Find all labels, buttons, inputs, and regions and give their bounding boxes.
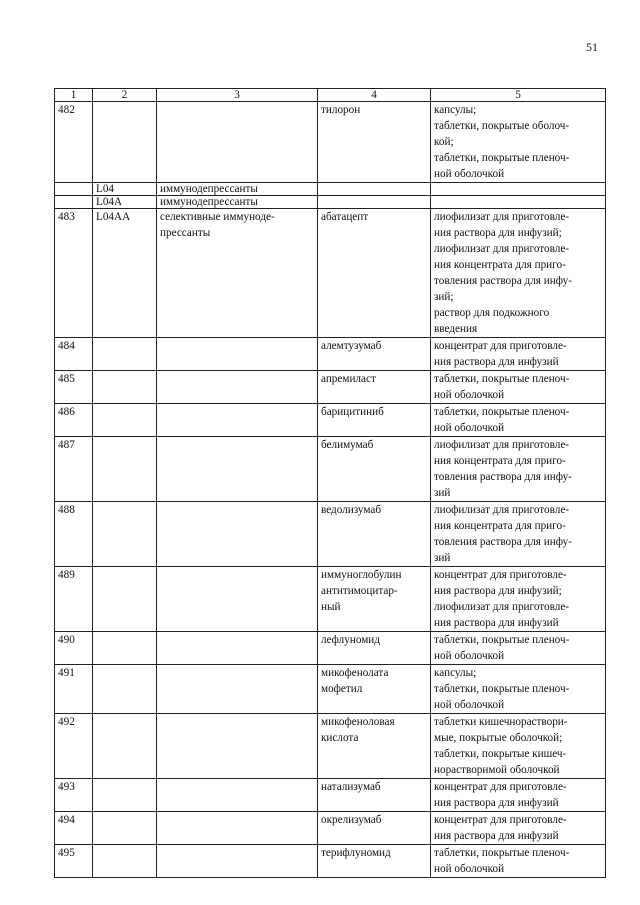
cell-line: лиофилизат для приготовле- xyxy=(434,211,570,223)
cell-line: ный xyxy=(321,601,341,613)
cell-line: прессанты xyxy=(160,227,211,239)
table-row xyxy=(55,502,606,567)
dosage-form-cell xyxy=(431,183,606,196)
cell-line: ной оболочкой xyxy=(434,650,505,662)
row-number-cell: 484 xyxy=(55,338,93,371)
dosage-form-cell xyxy=(431,404,606,437)
cell-line: таблетки, покрытые пленоч- xyxy=(434,152,570,164)
cell-line: микофенолата xyxy=(321,667,389,679)
cell-line: ной оболочкой xyxy=(434,422,505,434)
atc-code-cell xyxy=(93,338,157,371)
dosage-form-cell xyxy=(431,632,606,665)
cell-line: ной оболочкой xyxy=(434,168,505,180)
cell-line: капсулы; xyxy=(434,667,477,679)
atc-group-cell xyxy=(157,209,318,338)
cell-line: ния раствора для инфузий xyxy=(434,617,559,629)
cell-line: кой; xyxy=(434,136,454,148)
cell-line: концентрат для приготовле- xyxy=(434,340,567,352)
row-number-cell: 493 xyxy=(55,779,93,812)
cell-line: абатацепт xyxy=(321,211,369,223)
dosage-form-cell xyxy=(431,371,606,404)
cell-line: раствор для подкожного xyxy=(434,307,550,319)
cell-line: ведолизумаб xyxy=(321,504,382,516)
cell-line: ния концентрата для приго- xyxy=(434,455,566,467)
drug-name-cell xyxy=(318,665,431,714)
row-number-cell: 488 xyxy=(55,502,93,567)
cell-line: иммунодепрессанты xyxy=(160,196,258,208)
row-number-cell: 486 xyxy=(55,404,93,437)
drug-name-cell xyxy=(318,845,431,878)
cell-line: таблетки, покрытые пленоч- xyxy=(434,634,570,646)
cell-line: антитимоцитар- xyxy=(321,585,398,597)
dosage-form-cell xyxy=(431,779,606,812)
dosage-form-cell xyxy=(431,665,606,714)
atc-code-cell xyxy=(93,714,157,779)
cell-line: товления раствора для инфу- xyxy=(434,471,572,483)
cell-line: натализумаб xyxy=(321,781,381,793)
atc-code-cell xyxy=(93,502,157,567)
atc-code-cell xyxy=(93,779,157,812)
atc-group-cell xyxy=(157,404,318,437)
cell-line: мофетил xyxy=(321,683,363,695)
dosage-form-cell xyxy=(431,567,606,632)
atc-group-cell xyxy=(157,338,318,371)
table-row xyxy=(55,404,606,437)
header-cell-4: 4 xyxy=(318,89,431,102)
cell-line: ной оболочкой xyxy=(434,699,505,711)
cell-line: лиофилизат для приготовле- xyxy=(434,601,570,613)
atc-group-cell xyxy=(157,845,318,878)
row-number-cell: 495 xyxy=(55,845,93,878)
table-row xyxy=(55,714,606,779)
cell-line: барицитиниб xyxy=(321,406,384,418)
header-cell-3: 3 xyxy=(157,89,318,102)
dosage-form-cell xyxy=(431,502,606,567)
drug-name-cell xyxy=(318,779,431,812)
dosage-form-cell xyxy=(431,845,606,878)
dosage-form-cell xyxy=(431,338,606,371)
row-number-cell: 489 xyxy=(55,567,93,632)
drug-name-cell xyxy=(318,567,431,632)
cell-line: концентрат для приготовле- xyxy=(434,814,567,826)
cell-line: таблетки кишечнораствори- xyxy=(434,716,568,728)
cell-line: введения xyxy=(434,323,478,335)
cell-line: ния раствора для инфузий xyxy=(434,356,559,368)
cell-line: алемтузумаб xyxy=(321,340,382,352)
drug-name-cell xyxy=(318,714,431,779)
cell-line: ния раствора для инфузий; xyxy=(434,585,562,597)
cell-line: концентрат для приготовле- xyxy=(434,781,567,793)
drug-name-cell xyxy=(318,437,431,502)
atc-code-cell xyxy=(93,567,157,632)
cell-line: ния раствора для инфузий xyxy=(434,797,559,809)
cell-line: микофеноловая xyxy=(321,716,395,728)
cell-line: мые, покрытые оболочкой; xyxy=(434,732,563,744)
cell-line: ния раствора для инфузий; xyxy=(434,227,562,239)
row-number-cell: 494 xyxy=(55,812,93,845)
header-row xyxy=(55,89,606,102)
cell-line: лефлуномид xyxy=(321,634,380,646)
table-row xyxy=(55,183,606,196)
cell-line: таблетки, покрытые кишеч- xyxy=(434,748,567,760)
dosage-form-cell xyxy=(431,714,606,779)
table-row xyxy=(55,779,606,812)
atc-code-cell xyxy=(93,437,157,502)
table-row xyxy=(55,338,606,371)
cell-line: ной оболочкой xyxy=(434,863,505,875)
cell-line: ния раствора для инфузий xyxy=(434,830,559,842)
table-row xyxy=(55,209,606,338)
atc-group-cell xyxy=(157,812,318,845)
dosage-form-cell xyxy=(431,196,606,209)
cell-line: ния концентрата для приго- xyxy=(434,520,566,532)
atc-code-cell xyxy=(93,665,157,714)
cell-line: концентрат для приготовле- xyxy=(434,569,567,581)
atc-code-cell: L04A xyxy=(93,196,157,209)
atc-group-cell xyxy=(157,102,318,183)
table-row xyxy=(55,371,606,404)
cell-line: капсулы; xyxy=(434,104,477,116)
cell-line: лиофилизат для приготовле- xyxy=(434,439,570,451)
table-row xyxy=(55,196,606,209)
atc-code-cell xyxy=(93,102,157,183)
atc-group-cell xyxy=(157,196,318,209)
dosage-form-cell xyxy=(431,102,606,183)
drug-name-cell xyxy=(318,632,431,665)
drug-name-cell xyxy=(318,502,431,567)
atc-group-cell xyxy=(157,665,318,714)
atc-group-cell xyxy=(157,183,318,196)
atc-code-cell: L04AA xyxy=(93,209,157,338)
table-row xyxy=(55,567,606,632)
table-row xyxy=(55,632,606,665)
atc-code-cell xyxy=(93,371,157,404)
cell-line: таблетки, покрытые пленоч- xyxy=(434,373,570,385)
page-number: 51 xyxy=(586,40,598,54)
cell-line: таблетки, покрытые пленоч- xyxy=(434,847,570,859)
atc-code-cell xyxy=(93,845,157,878)
cell-line: таблетки, покрытые пленоч- xyxy=(434,406,570,418)
cell-line: зий; xyxy=(434,291,454,303)
drug-name-cell xyxy=(318,371,431,404)
table-row xyxy=(55,437,606,502)
atc-code-cell xyxy=(93,404,157,437)
row-number-cell: 491 xyxy=(55,665,93,714)
row-number-cell: 483 xyxy=(55,209,93,338)
cell-line: иммуноглобулин xyxy=(321,569,402,581)
cell-line: лиофилизат для приготовле- xyxy=(434,504,570,516)
atc-group-cell xyxy=(157,371,318,404)
header-cell-1: 1 xyxy=(55,89,93,102)
row-number-cell xyxy=(55,183,93,196)
cell-line: товления раствора для инфу- xyxy=(434,275,572,287)
row-number-cell: 487 xyxy=(55,437,93,502)
drug-name-cell xyxy=(318,102,431,183)
row-number-cell: 482 xyxy=(55,102,93,183)
cell-line: иммунодепрессанты xyxy=(160,183,258,195)
atc-group-cell xyxy=(157,437,318,502)
drug-name-cell xyxy=(318,338,431,371)
table-row xyxy=(55,102,606,183)
cell-line: кислота xyxy=(321,732,359,744)
atc-code-cell xyxy=(93,632,157,665)
cell-line: товления раствора для инфу- xyxy=(434,536,572,548)
cell-line: окрелизумаб xyxy=(321,814,382,826)
header-cell-2: 2 xyxy=(93,89,157,102)
cell-line: ния концентрата для приго- xyxy=(434,259,566,271)
cell-line: терифлуномид xyxy=(321,847,391,859)
cell-line: селективные иммуноде- xyxy=(160,211,275,223)
row-number-cell: 485 xyxy=(55,371,93,404)
atc-group-cell xyxy=(157,779,318,812)
cell-line: таблетки, покрытые пленоч- xyxy=(434,683,570,695)
table-row xyxy=(55,845,606,878)
dosage-form-cell xyxy=(431,437,606,502)
dosage-form-cell xyxy=(431,209,606,338)
cell-line: ной оболочкой xyxy=(434,389,505,401)
drug-name-cell xyxy=(318,209,431,338)
cell-line: норастворимой оболочкой xyxy=(434,764,560,776)
cell-line: таблетки, покрытые оболоч- xyxy=(434,120,570,132)
row-number-cell: 492 xyxy=(55,714,93,779)
cell-line: лиофилизат для приготовле- xyxy=(434,243,570,255)
table-body xyxy=(55,102,606,878)
drug-name-cell xyxy=(318,196,431,209)
drug-name-cell xyxy=(318,183,431,196)
atc-code-cell: L04 xyxy=(93,183,157,196)
cell-line: тилорон xyxy=(321,104,361,116)
atc-group-cell xyxy=(157,502,318,567)
atc-group-cell xyxy=(157,632,318,665)
drug-name-cell xyxy=(318,812,431,845)
header-cell-5: 5 xyxy=(431,89,606,102)
atc-group-cell xyxy=(157,567,318,632)
row-number-cell: 490 xyxy=(55,632,93,665)
cell-line: апремиласт xyxy=(321,373,376,385)
cell-line: зий xyxy=(434,487,451,499)
table-row xyxy=(55,812,606,845)
dosage-form-cell xyxy=(431,812,606,845)
drug-table xyxy=(54,88,606,878)
cell-line: зий xyxy=(434,552,451,564)
row-number-cell xyxy=(55,196,93,209)
drug-name-cell xyxy=(318,404,431,437)
table-row xyxy=(55,665,606,714)
cell-line: белимумаб xyxy=(321,439,374,451)
atc-code-cell xyxy=(93,812,157,845)
atc-group-cell xyxy=(157,714,318,779)
